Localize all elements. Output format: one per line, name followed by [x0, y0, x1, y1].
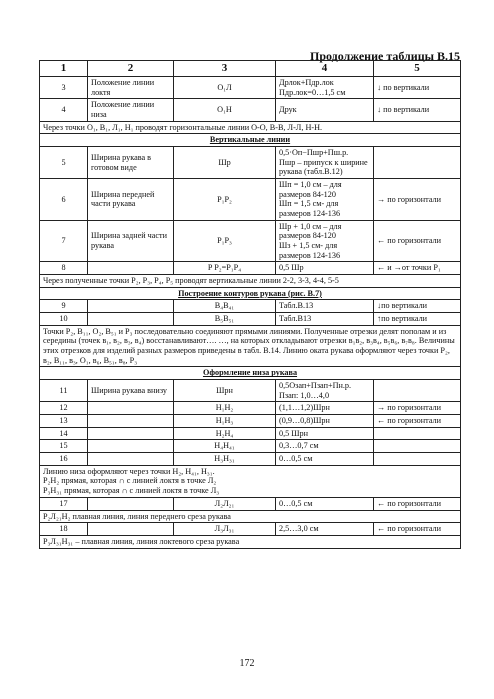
table-row: [40, 99, 461, 121]
section-row: [40, 134, 461, 147]
section-row: [40, 287, 461, 300]
row-name: [88, 415, 174, 428]
section-title: Оформление низа рукава: [40, 367, 461, 380]
row-points: B₄B₄₁: [174, 300, 276, 313]
row-name: [88, 402, 174, 415]
row-direction: ↓по вертикали: [374, 300, 461, 313]
table-row: [40, 313, 461, 326]
row-formula: Табл.В.13: [276, 300, 374, 313]
note-text: Линию низа оформляют через точки Н₂, Н₄₁, Н₃₁. Р₂Н₂ прямая, которая ∩ с линией локтя в точке Л₂ Р₃Н₃₁ прямая, которая ∩ с линией локтя в точке Л₃: [40, 465, 461, 497]
row-direction: ← и →от точки Р₁: [374, 262, 461, 275]
row-name: Положение линии локтя: [88, 76, 174, 98]
row-formula: 0,5Озап+Пзап+Пн.р. Пзап: 1,0…4,0: [276, 380, 374, 402]
table-row: [40, 179, 461, 221]
row-formula: (0,9…0,8)Шрн: [276, 415, 374, 428]
col-header: 5: [374, 61, 461, 77]
row-direction: ← по горизонтали: [374, 523, 461, 536]
row-formula: Шр + 1,0 см – для размеров 84-120 Шз + 1,5 см- для размеров 124-136: [276, 220, 374, 262]
row-direction: [374, 427, 461, 440]
row-number: 4: [40, 99, 88, 121]
row-points: P P₂=P₁P₄: [174, 262, 276, 275]
row-points: P₁P₂: [174, 179, 276, 221]
row-direction: [374, 380, 461, 402]
row-name: [88, 300, 174, 313]
row-direction: → по горизонтали: [374, 402, 461, 415]
row-direction: ← по горизонтали: [374, 415, 461, 428]
row-name: [88, 497, 174, 510]
row-number: 6: [40, 179, 88, 221]
table-row: [40, 76, 461, 98]
table-header-row: [40, 61, 461, 77]
note-row: [40, 325, 461, 367]
table-row: [40, 262, 461, 275]
row-points: O₁Л: [174, 76, 276, 98]
row-number: 11: [40, 380, 88, 402]
row-points: Л₂Л₂₁: [174, 497, 276, 510]
row-direction: [374, 453, 461, 466]
row-name: Ширина передней части рукава: [88, 179, 174, 221]
row-formula: 2,5…3,0 см: [276, 523, 374, 536]
row-number: 3: [40, 76, 88, 98]
row-number: 7: [40, 220, 88, 262]
row-number: 17: [40, 497, 88, 510]
page-title: Продолжение таблицы В.15: [309, 49, 460, 63]
col-header: 4: [276, 61, 374, 77]
table-row: [40, 523, 461, 536]
row-number: 12: [40, 402, 88, 415]
row-formula: 0…0,5 см: [276, 497, 374, 510]
table-row: [40, 380, 461, 402]
row-direction: ← по горизонтали: [374, 497, 461, 510]
note-text: Через точки О₁, В₁, Л₁, Н₁ проводят горизонтальные линии О-О, В-В, Л-Л, Н-Н.: [40, 121, 461, 134]
row-points: Шр: [174, 147, 276, 179]
row-direction: ↑по вертикали: [374, 313, 461, 326]
row-direction: → по горизонтали: [374, 179, 461, 221]
table-row: [40, 497, 461, 510]
section-title: Вертикальные линии: [40, 134, 461, 147]
page-number: 172: [239, 658, 255, 669]
row-points: H₃H₃₁: [174, 453, 276, 466]
row-name: [88, 523, 174, 536]
table-row: [40, 415, 461, 428]
note-text: Через полученные точки Р₂, Р₃, Р₄, Р₅ проводят вертикальные линии 2-2, 3-3, 4-4, 5-5: [40, 275, 461, 288]
row-formula: 0,3…0,7 см: [276, 440, 374, 453]
row-points: Л₃Л₃₁: [174, 523, 276, 536]
row-direction: ↓ по вертикали: [374, 76, 461, 98]
row-name: Ширина задней части рукава: [88, 220, 174, 262]
row-formula: Табл.В13: [276, 313, 374, 326]
row-number: 10: [40, 313, 88, 326]
row-points: B₅B₅₁: [174, 313, 276, 326]
row-formula: 0,5 Шрн: [276, 427, 374, 440]
row-direction: [374, 147, 461, 179]
col-header: 1: [40, 61, 88, 77]
row-formula: (1,1…1,2)Шрн: [276, 402, 374, 415]
section-title: Построение контуров рукава (рис. В.7): [40, 287, 461, 300]
col-header: 2: [88, 61, 174, 77]
row-name: [88, 427, 174, 440]
row-points: P₁P₃: [174, 220, 276, 262]
note-text: Точки Р₂, В₁₁, О₂, В₅₁ и Р₃ последовательно соединяют прямыми линиями. Полученные отрезки делят пополам и из середины (точек в₁, в₂, в₃, в₄) восстанавливают…. …, на которых откладывают отрезки в₁в₂, в₃в₄, в₅в₆, в₇в₈. Величины этих отрезков для изделий разных размеров приведены в табл. В.14. Линию оката рукава оформляют через точки Р₂, в₂, В₁₁, в₃, О₁, в₆, В₅₁, в₈, Р₃: [40, 325, 461, 367]
row-points: H₁H₂: [174, 402, 276, 415]
table-row: [40, 300, 461, 313]
row-number: 9: [40, 300, 88, 313]
row-number: 18: [40, 523, 88, 536]
col-header: 3: [174, 61, 276, 77]
row-name: Ширина рукава в готовом виде: [88, 147, 174, 179]
row-number: 16: [40, 453, 88, 466]
row-formula: Шп = 1,0 см – для размеров 84-120 Шп = 1,5 см- для размеров 124-136: [276, 179, 374, 221]
row-points: H₂H₄: [174, 427, 276, 440]
row-name: [88, 313, 174, 326]
row-number: 14: [40, 427, 88, 440]
row-formula: 0…0,5 см: [276, 453, 374, 466]
row-direction: ↓ по вертикали: [374, 99, 461, 121]
row-direction: [374, 440, 461, 453]
row-formula: 0,5·Оп−Пшр+Пш.р. Пшр – припуск к ширине рукава (табл.В.12): [276, 147, 374, 179]
note-row: [40, 121, 461, 134]
table-row: [40, 147, 461, 179]
row-points: O₁Н: [174, 99, 276, 121]
row-formula: Дрлок+Пдр.лок Пдр.лок=0…1,5 см: [276, 76, 374, 98]
row-points: Шрн: [174, 380, 276, 402]
note-text: Р₃Л₃₁Н₃₁ – плавная линия, линия локтевого среза рукава: [40, 535, 461, 548]
table-row: [40, 402, 461, 415]
note-text: Р₂Л₂₁Н₂ плавная линия, линия переднего среза рукава: [40, 510, 461, 523]
table-row: [40, 440, 461, 453]
row-direction: ← по горизонтали: [374, 220, 461, 262]
note-row: [40, 465, 461, 497]
row-name: [88, 453, 174, 466]
row-number: 5: [40, 147, 88, 179]
row-name: Ширина рукава внизу: [88, 380, 174, 402]
row-number: 15: [40, 440, 88, 453]
section-row: [40, 367, 461, 380]
table-row: [40, 453, 461, 466]
note-row: [40, 275, 461, 288]
construction-table: [39, 60, 461, 549]
row-name: Положение линии низа: [88, 99, 174, 121]
table-row: [40, 220, 461, 262]
row-formula: Друк: [276, 99, 374, 121]
row-points: H₄H₄₁: [174, 440, 276, 453]
row-name: [88, 262, 174, 275]
row-number: 8: [40, 262, 88, 275]
row-number: 13: [40, 415, 88, 428]
note-row: [40, 535, 461, 548]
note-row: [40, 510, 461, 523]
row-formula: 0,5 Шр: [276, 262, 374, 275]
row-name: [88, 440, 174, 453]
row-points: H₁H₃: [174, 415, 276, 428]
table-row: [40, 427, 461, 440]
